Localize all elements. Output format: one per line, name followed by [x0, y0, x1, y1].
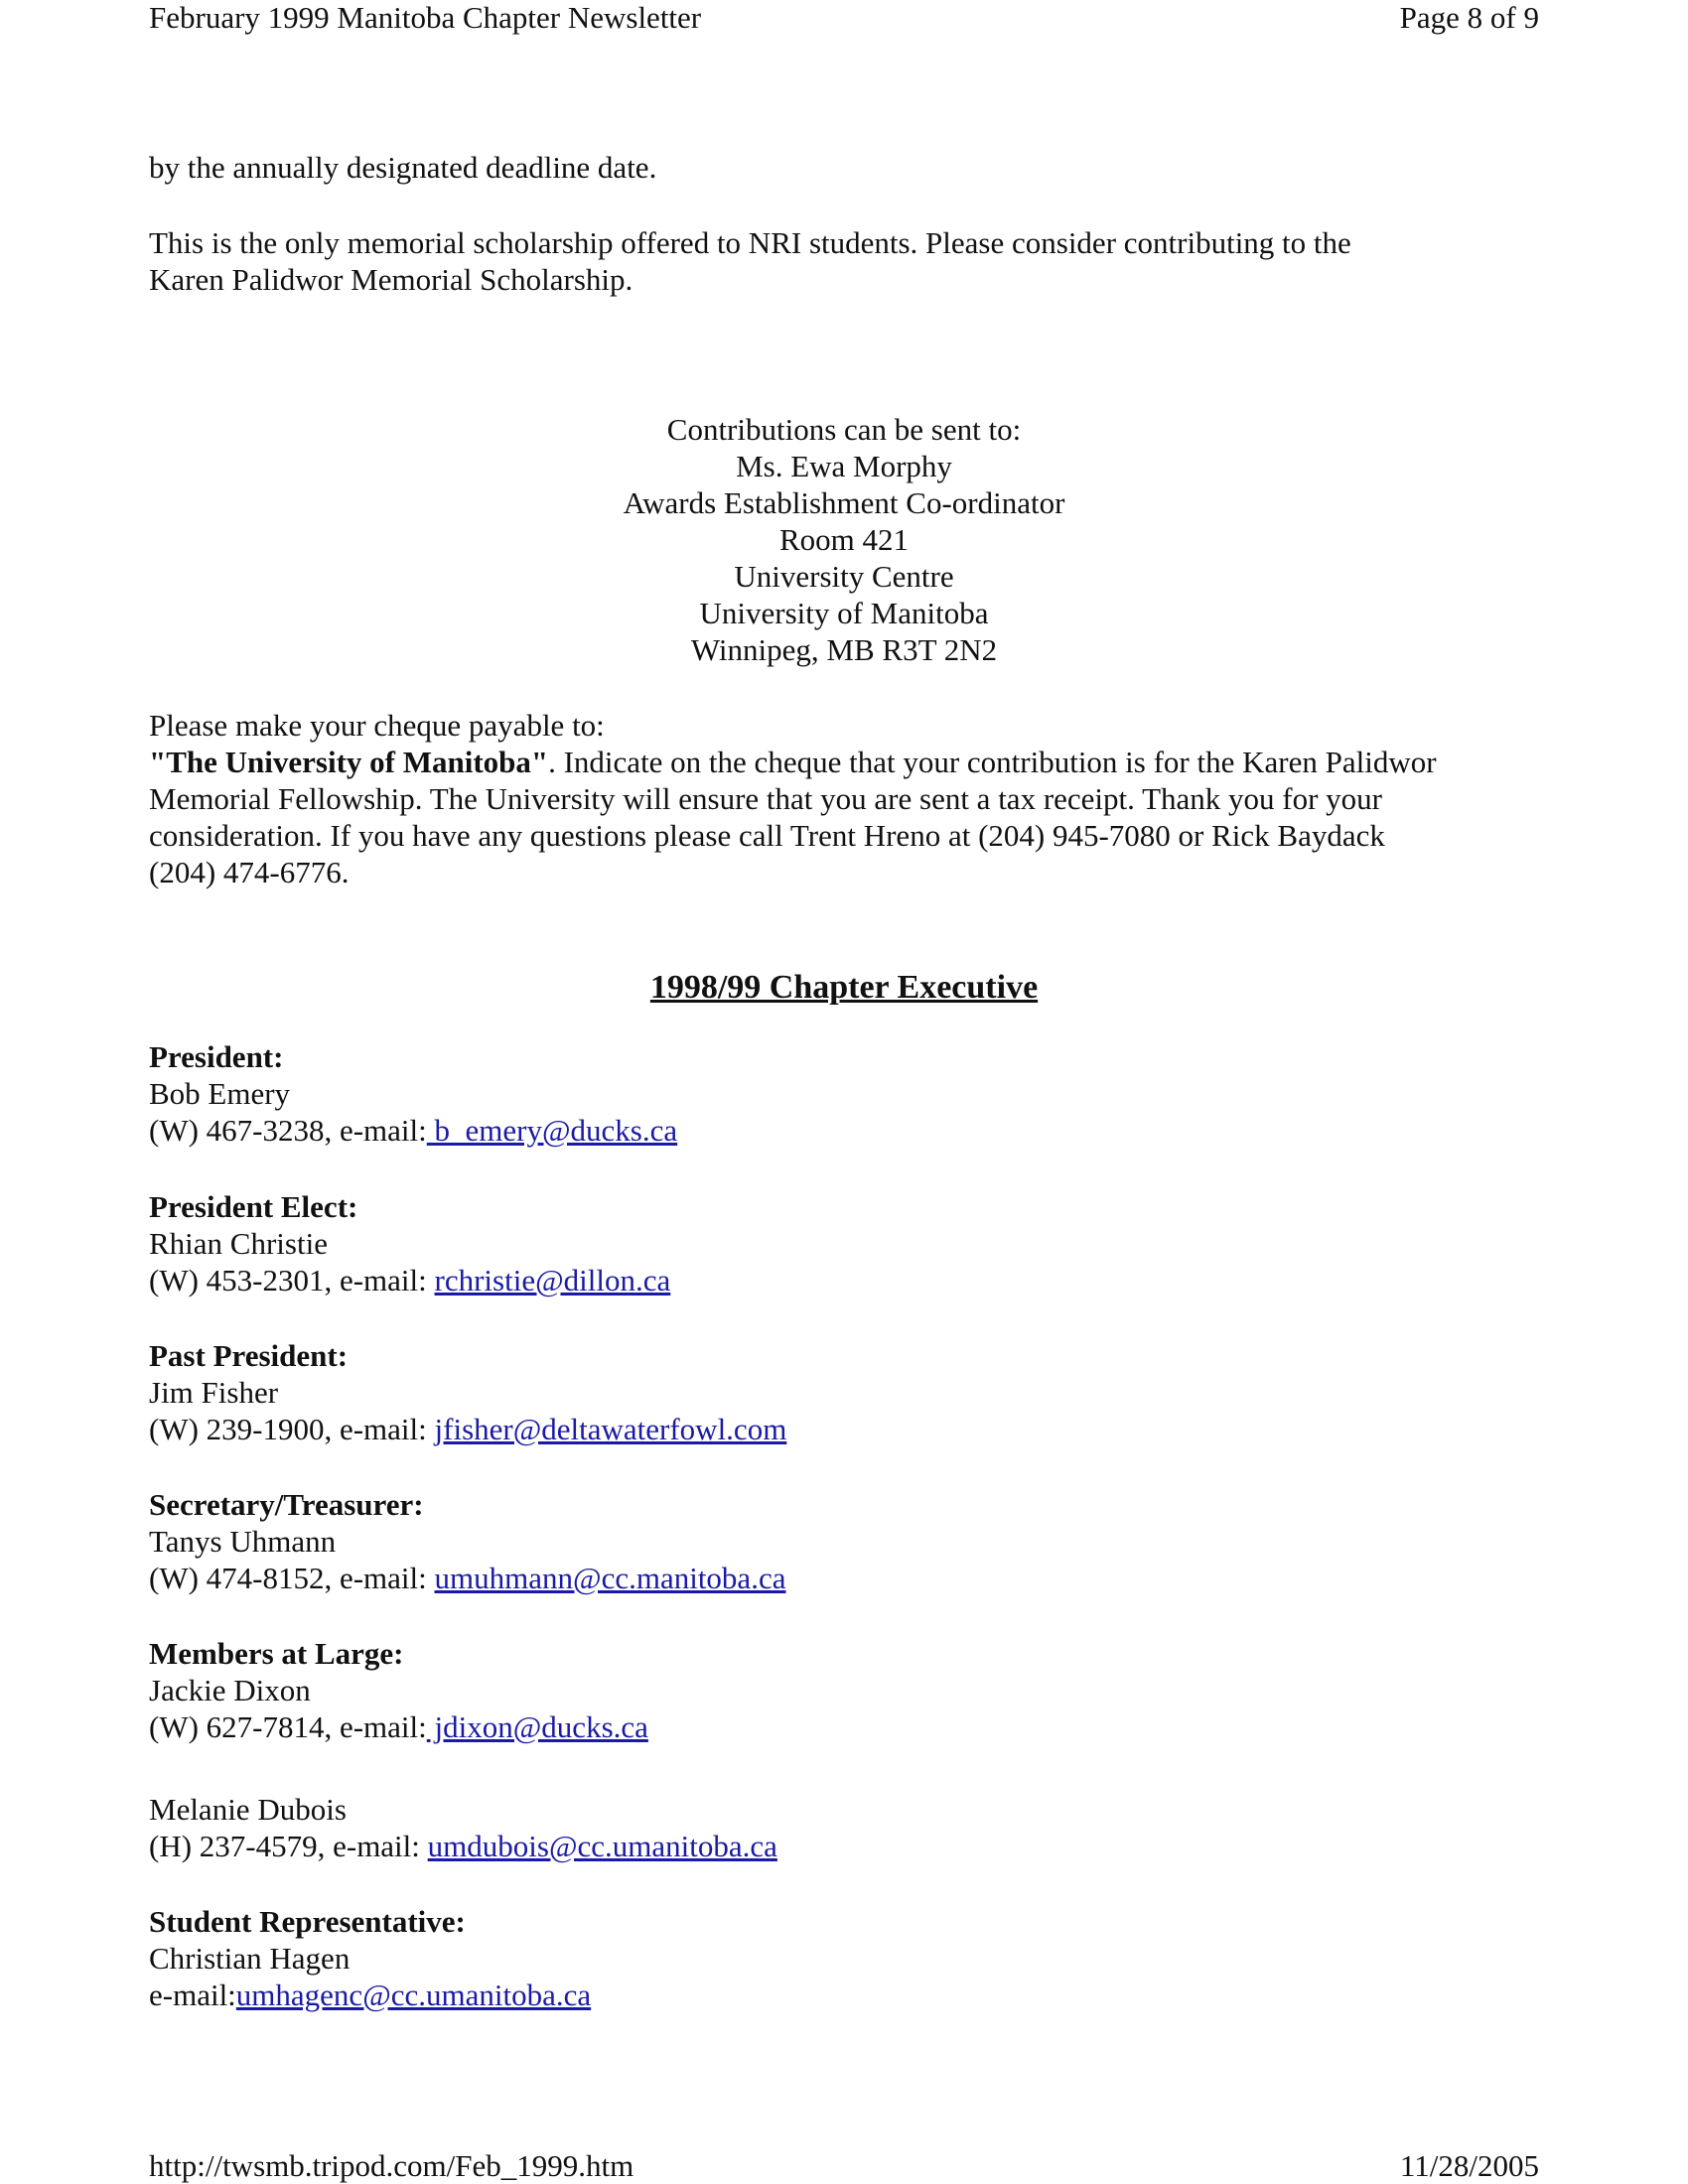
exec-entry-members-at-large [149, 1635, 1440, 1745]
exec-entry-student-rep [149, 1903, 1440, 2013]
exec-role: Secretary/Treasurer: [149, 1487, 424, 1522]
executive-section-title: 1998/99 Chapter Executive [649, 969, 1039, 1006]
exec-role: President: [149, 1039, 284, 1074]
exec-name: Melanie Dubois [149, 1792, 347, 1827]
exec-entry-member-at-large-2 [149, 1791, 1440, 1864]
page-number: Page 8 of 9 [1399, 0, 1539, 35]
exec-phone: (W) 239-1900, e-mail: [149, 1412, 435, 1446]
source-url: http://twsmb.tripod.com/Feb_1999.htm [149, 2148, 634, 2183]
newsletter-title: February 1999 Manitoba Chapter Newsletter [149, 0, 702, 35]
exec-role: Past President: [149, 1338, 349, 1373]
print-date: 11/28/2005 [1399, 2148, 1539, 2183]
exec-email-link[interactable]: jdixon@ducks.ca [426, 1709, 648, 1744]
address-line: Winnipeg, MB R3T 2N2 [690, 632, 998, 667]
exec-name: Jim Fisher [149, 1375, 279, 1410]
scholarship-paragraph: This is the only memorial scholarship offered to NRI students. Please consider contributing to the Karen Palidwor Memorial Scholarship. [149, 225, 1351, 297]
exec-phone: (W) 474-8152, e-mail: [149, 1561, 435, 1595]
address-line: Contributions can be sent to: [666, 412, 1022, 447]
exec-phone: (W) 467-3238, e-mail: [149, 1113, 427, 1148]
exec-name: Jackie Dixon [149, 1673, 311, 1707]
contribution-address [149, 411, 1539, 668]
exec-role: Student Representative: [149, 1904, 466, 1939]
exec-entry-president [149, 1038, 1440, 1149]
page-footer [149, 2148, 1539, 2184]
exec-phone: e-mail: [149, 1978, 236, 2012]
page-header [149, 0, 1539, 36]
address-line: University Centre [734, 559, 954, 594]
address-line: University of Manitoba [699, 596, 989, 630]
exec-name: Bob Emery [149, 1076, 291, 1111]
exec-entry-president-elect [149, 1188, 1440, 1298]
address-line: Room 421 [778, 522, 910, 557]
exec-entry-secretary-treasurer [149, 1486, 1440, 1596]
exec-email-link[interactable]: b_emery@ducks.ca [426, 1113, 678, 1148]
exec-email-link[interactable]: umuhmann@cc.manitoba.ca [434, 1561, 786, 1595]
exec-phone: (W) 627-7814, e-mail: [149, 1709, 427, 1744]
exec-name: Christian Hagen [149, 1941, 351, 1976]
exec-email-link[interactable]: umdubois@cc.umanitoba.ca [427, 1829, 777, 1863]
exec-name: Tanys Uhmann [149, 1524, 337, 1559]
address-line: Ms. Ewa Morphy [736, 449, 952, 483]
payee: "The University of Manitoba" [149, 745, 549, 779]
exec-name: Rhian Christie [149, 1226, 328, 1261]
exec-email-link[interactable]: umhagenc@cc.umanitoba.ca [235, 1978, 592, 2012]
exec-role: President Elect: [149, 1189, 358, 1224]
address-line: Awards Establishment Co-ordinator [623, 485, 1065, 520]
cheque-paragraph: Please make your cheque payable to: "The University of Manitoba". Indicate on the cheque that your contribution is for the Karen Palidwor Memorial Fellowship. The University will ensure that you are sent a tax receipt. Thank you for your consideration. If you have any questions please call Trent Hreno at (204) 945-7080 or Rick Baydack (204) 474-6776. [149, 708, 1437, 889]
exec-role: Members at Large: [149, 1636, 404, 1671]
exec-email-link[interactable]: rchristie@dillon.ca [434, 1263, 671, 1297]
exec-email-link[interactable]: jfisher@deltawaterfowl.com [434, 1412, 787, 1446]
exec-entry-past-president [149, 1337, 1440, 1447]
deadline-paragraph: by the annually designated deadline date. [149, 150, 657, 185]
exec-phone: (W) 453-2301, e-mail: [149, 1263, 435, 1297]
exec-phone: (H) 237-4579, e-mail: [149, 1829, 428, 1863]
